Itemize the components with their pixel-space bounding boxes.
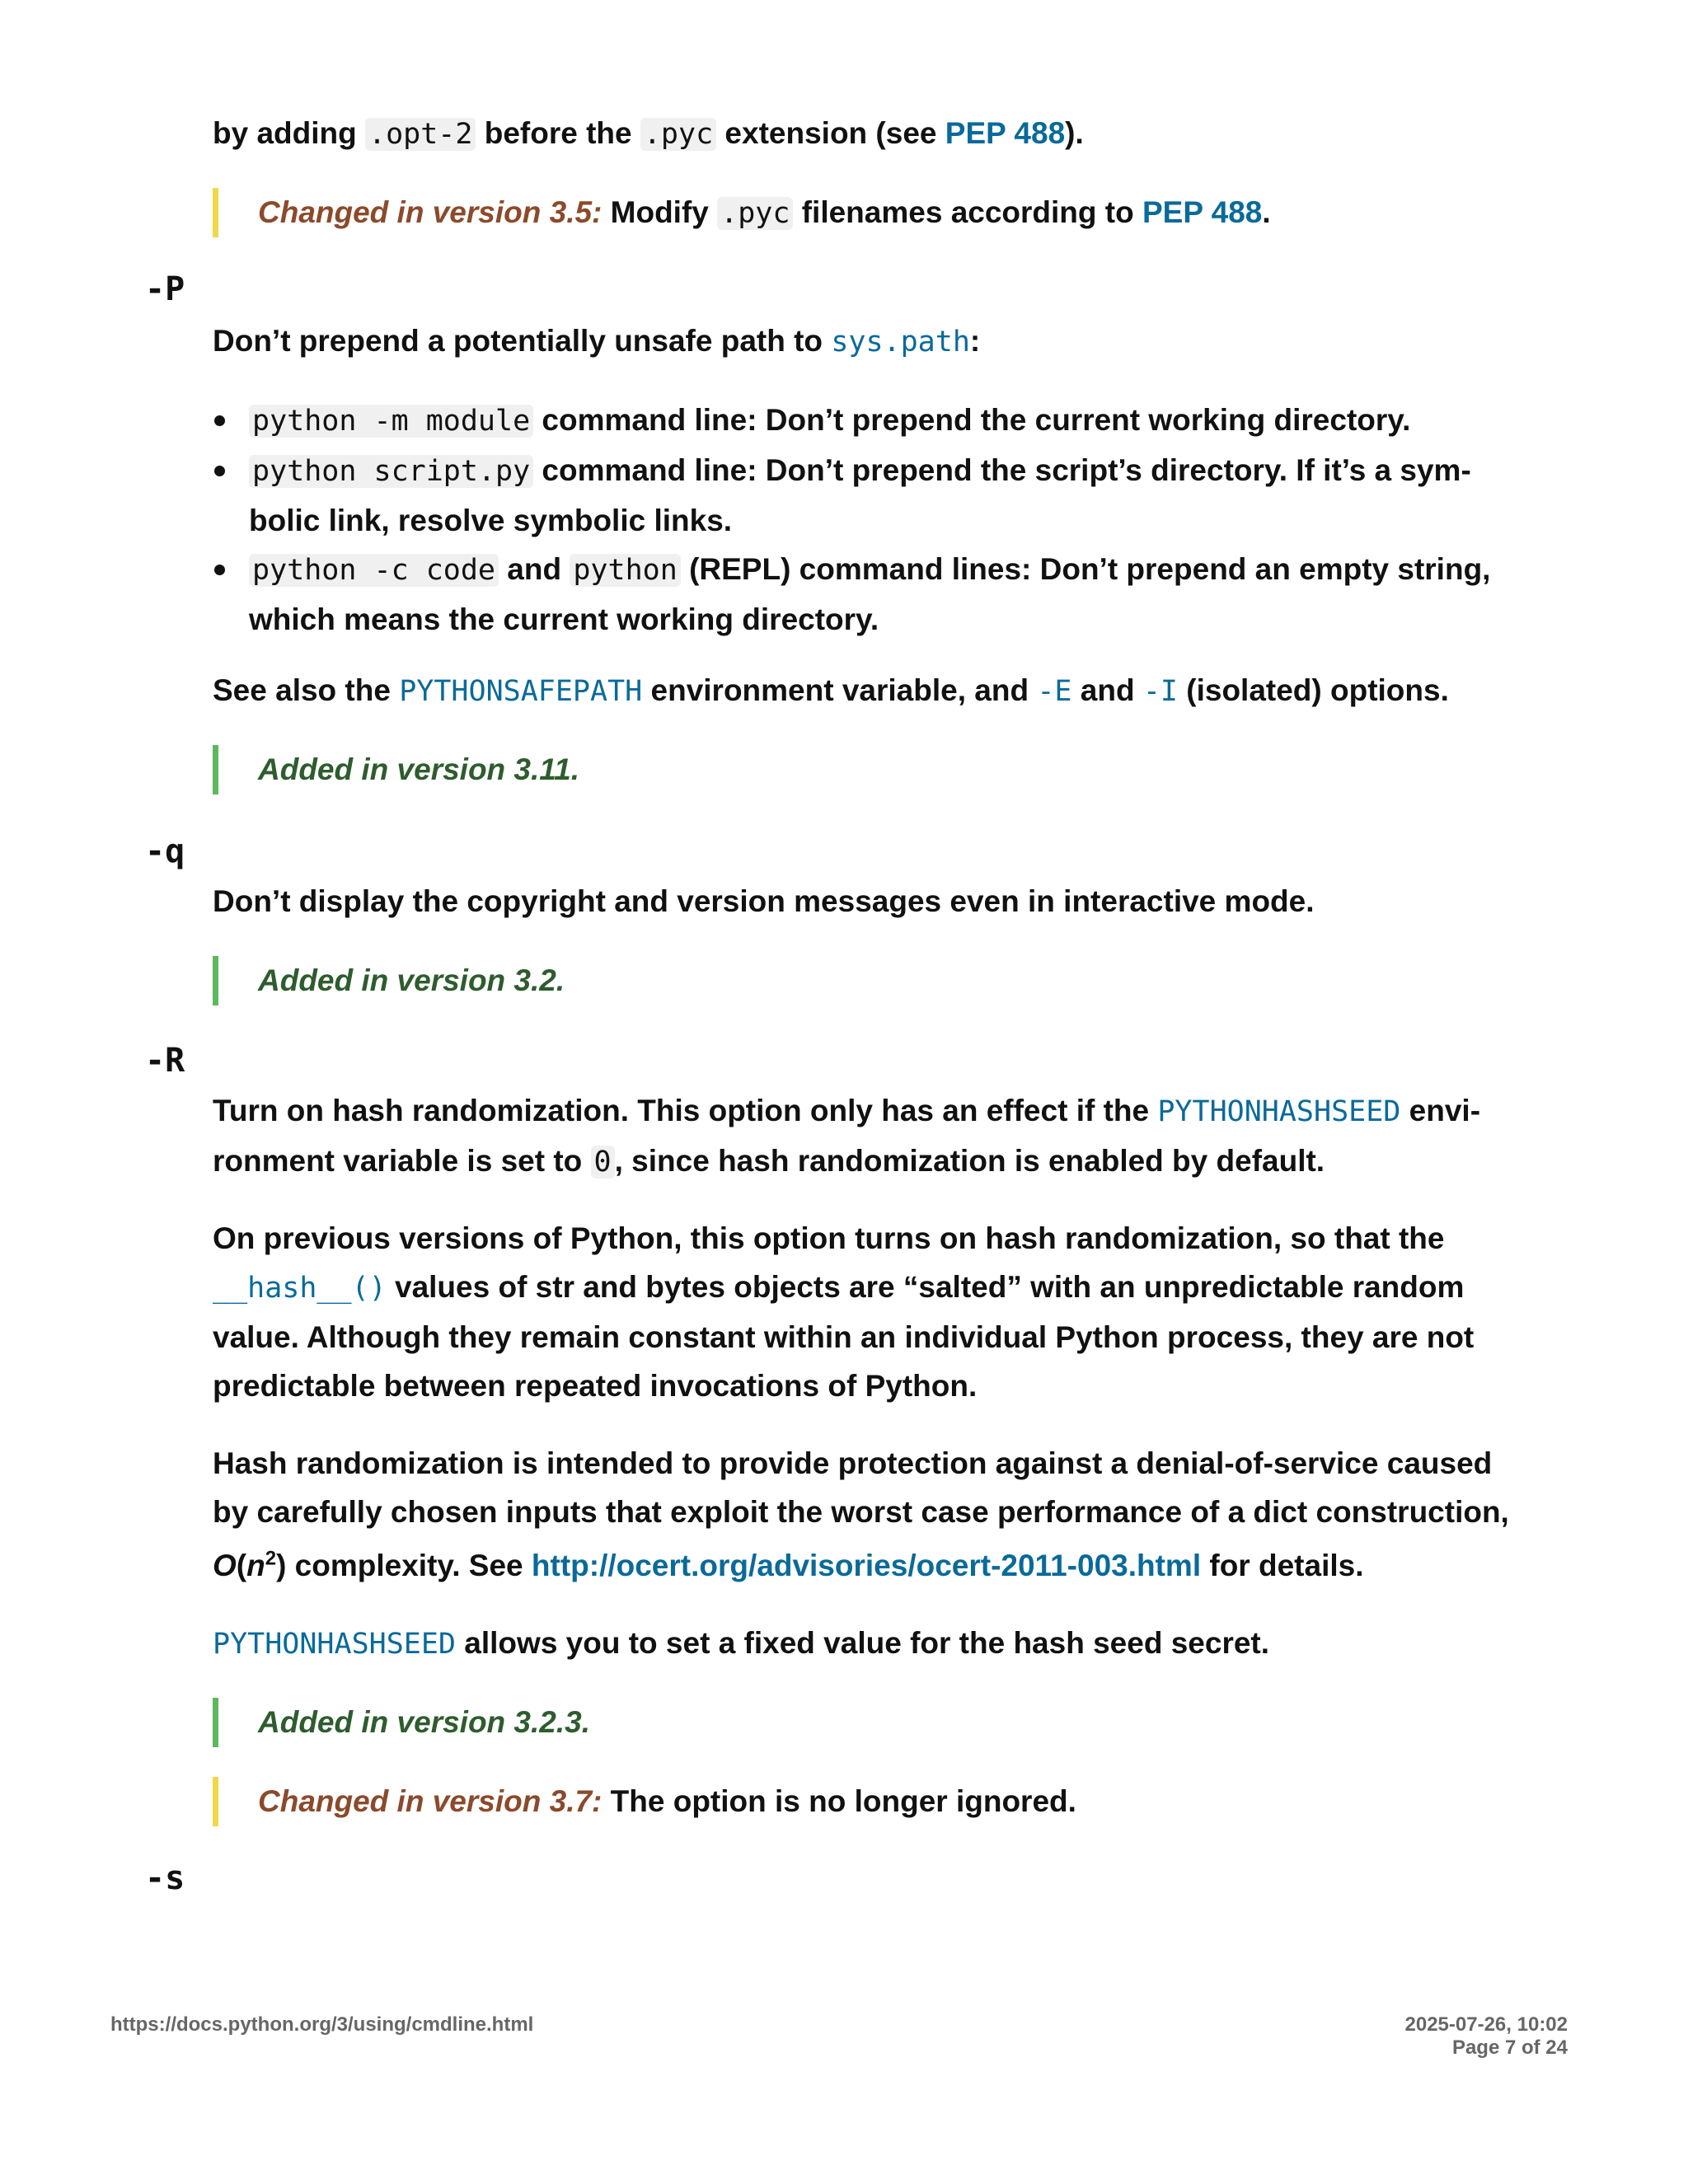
option-P-see-also: See also the PYTHONSAFEPATH environment variable, and -E and -I (isolated) options.: [213, 673, 1449, 708]
added-note-3-2-3: Added in version 3.2.3.: [213, 1698, 590, 1747]
added-note-3-2: Added in version 3.2.: [213, 956, 565, 1005]
intro-paragraph: by adding .opt-2 before the .pyc extension (see PEP 488).: [213, 116, 1084, 151]
option-P-heading: -P: [145, 270, 185, 308]
footer-datetime: 2025-07-26, 10:02: [1404, 2013, 1568, 2036]
pythonhashseed-link[interactable]: PYTHONHASHSEED: [1157, 1095, 1401, 1128]
option-P-bullets: [213, 396, 1564, 644]
pythonhashseed-link[interactable]: PYTHONHASHSEED: [213, 1628, 457, 1661]
code-opt2: .opt-2: [365, 118, 476, 151]
code-pyc: .pyc: [640, 118, 716, 151]
option-I-link[interactable]: -I: [1142, 675, 1178, 708]
option-R-para-1: Turn on hash randomization. This option only has an effect if the PYTHONHASHSEED envi- ronment variable is set to 0 , since hash randomization is enabled by default.: [213, 1094, 1481, 1179]
footer-url: https://docs.python.org/3/using/cmdline.html: [110, 2013, 534, 2036]
pep-488-link[interactable]: PEP 488: [945, 116, 1066, 150]
pythonsafepath-link[interactable]: PYTHONSAFEPATH: [399, 675, 643, 708]
option-R-para-4: PYTHONHASHSEED allows you to set a fixed value for the hash seed secret.: [213, 1626, 1270, 1661]
code-zero: 0: [591, 1146, 615, 1179]
option-E-link[interactable]: -E: [1037, 675, 1072, 708]
option-q-desc: Don’t display the copyright and version messages even in interactive mode.: [213, 884, 1315, 918]
changed-note-3-5: Changed in version 3.5: Modify .pyc filenames according to PEP 488.: [213, 188, 1271, 237]
option-q-heading: -q: [145, 832, 185, 870]
added-note-3-11: Added in version 3.11.: [213, 745, 579, 794]
option-R-para-2: On previous versions of Python, this option turns on hash randomization, so that the __hash__() values of str and bytes objects are “salted” with an unpredictable random value. Although they remain constant within an individual Python process, they are not predictable between repeated invocations of Python.: [213, 1221, 1475, 1403]
changed-note-3-7: Changed in version 3.7: The option is no longer ignored.: [213, 1777, 1076, 1826]
option-R-heading: -R: [145, 1042, 185, 1080]
option-s-heading: -s: [145, 1859, 185, 1897]
ocert-advisory-link[interactable]: http://ocert.org/advisories/ocert-2011-003.html: [531, 1549, 1202, 1582]
option-R-para-3: Hash randomization is intended to provide protection against a denial-of-service caused by carefully chosen inputs that exploit the worst case performance of a dict construction, $O(n^2)$ complexity. See http://ocert.org/advisories/ocert-2011-003.html for details.: [213, 1446, 1509, 1582]
list-item: python -c code and python (REPL) command lines: Don’t prepend an empty string, which means the current working directory.: [213, 545, 1564, 644]
option-P-intro: Don’t prepend a potentially unsafe path to sys.path:: [213, 324, 981, 359]
code-pyc: .pyc: [717, 197, 793, 230]
sys-path-link[interactable]: sys.path: [831, 326, 970, 359]
list-item: python -m module command line: Don’t prepend the current working directory.: [213, 396, 1564, 446]
footer-page-number: Page 7 of 24: [1451, 2036, 1568, 2059]
list-item: python script.py command line: Don’t prepend the script’s directory. If it’s a sym- bolic link, resolve symbolic links.: [213, 446, 1564, 545]
hash-method-link[interactable]: __hash__(): [213, 1272, 387, 1305]
pep-488-link[interactable]: PEP 488: [1142, 195, 1263, 229]
